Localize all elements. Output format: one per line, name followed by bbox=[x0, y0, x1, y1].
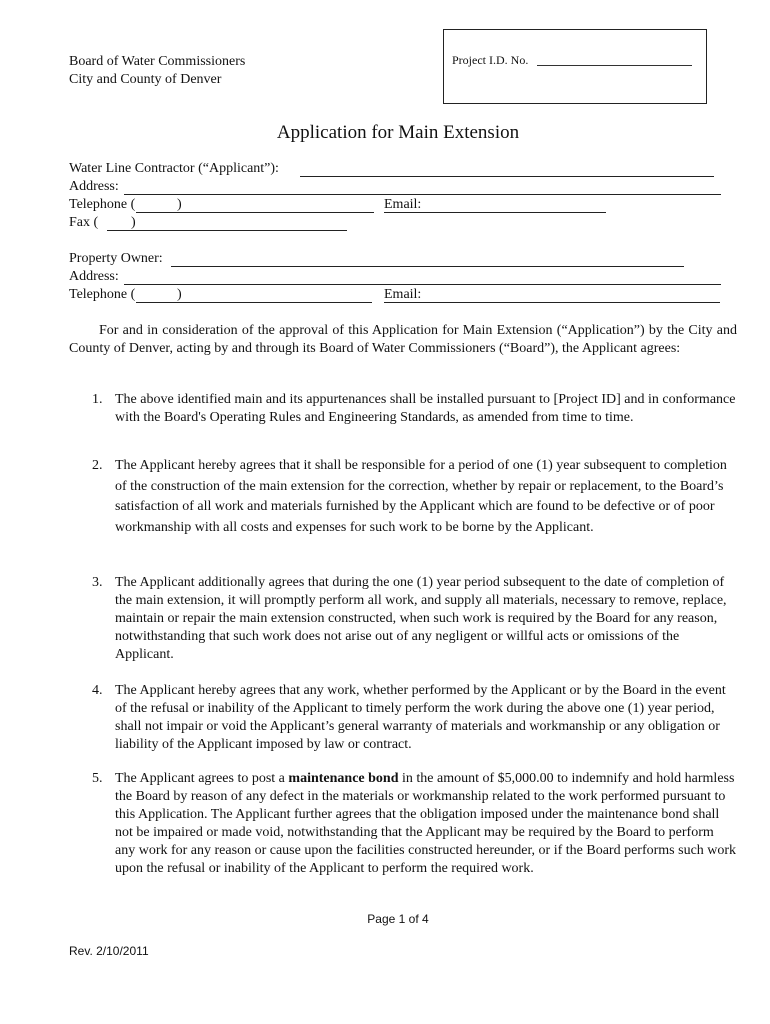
contractor-email-label: Email: bbox=[384, 197, 422, 212]
item-text-start: The Applicant agrees to post a bbox=[115, 771, 289, 786]
revision-date: Rev. 2/10/2011 bbox=[69, 944, 149, 958]
owner-telephone-label: Telephone ( bbox=[69, 287, 136, 302]
item-text bbox=[115, 770, 737, 878]
intro-paragraph: For and in consideration of the approval of this Application for Main Extension (“Application”) by the City and County of Denver, acting by and through its Board of Water Commissioners (“Board”), the Applicant agrees: bbox=[69, 323, 737, 356]
project-id-field[interactable] bbox=[537, 65, 692, 66]
owner-name-field[interactable] bbox=[171, 266, 684, 267]
contractor-telephone-label: Telephone ( bbox=[69, 197, 136, 212]
item-number: 3. bbox=[92, 575, 103, 590]
owner-telephone-paren: ) bbox=[177, 287, 182, 302]
organization-location: City and County of Denver bbox=[69, 72, 222, 87]
document-title: Application for Main Extension bbox=[276, 122, 520, 143]
contractor-email-field[interactable] bbox=[384, 212, 606, 213]
owner-email-field[interactable] bbox=[384, 302, 720, 303]
owner-email-label: Email: bbox=[384, 287, 422, 302]
contractor-fax-label: Fax ( bbox=[69, 215, 99, 230]
owner-label: Property Owner: bbox=[69, 251, 163, 266]
project-id-label: Project I.D. No. bbox=[452, 53, 529, 67]
page-number: Page 1 of 4 bbox=[367, 912, 429, 926]
item-number: 1. bbox=[92, 392, 103, 407]
contractor-address-label: Address: bbox=[69, 179, 119, 194]
item-text: The above identified main and its appurtenances shall be installed pursuant to [Project ID] and in conformance with the Board's Operating Rules and Engineering Standards, as amended from time to time. bbox=[115, 392, 736, 425]
contractor-fax-field[interactable] bbox=[107, 230, 347, 231]
contractor-label: Water Line Contractor (“Applicant”): bbox=[69, 161, 279, 176]
maintenance-bond-term: maintenance bond bbox=[288, 771, 399, 786]
owner-address-label: Address: bbox=[69, 269, 119, 284]
contractor-telephone-paren: ) bbox=[177, 197, 182, 212]
item-text: The Applicant hereby agrees that it shall be responsible for a period of one (1) year subsequent to completion of the construction of the main extension for the correction, whether by repair or replacement, to the Board’s satisfaction of all work and materials furnished by the Applicant which are found to be defective or of poor workmanship with all costs and expenses for such work to be borne by the Applicant. bbox=[115, 458, 727, 535]
contractor-address-field[interactable] bbox=[124, 194, 721, 195]
contractor-fax-paren: ) bbox=[131, 215, 136, 230]
owner-telephone-field[interactable] bbox=[136, 302, 372, 303]
item-text: The Applicant additionally agrees that during the one (1) year period subsequent to the date of completion of the main extension, it will promptly perform all work, and supply all materials, necessary to remove, replace, maintain or repair the main extension constructed, when such work is required by the Board for any reason, notwithstanding that such work does not arise out of any negligent or willful acts or omissions of the Applicant. bbox=[115, 575, 727, 662]
item-text: The Applicant hereby agrees that any work, whether performed by the Applicant or by the Board in the event of the refusal or inability of the Applicant to timely perform the work during the above one (1) year period, shall not impair or void the Applicant’s general warranty of materials and workmanship or any obligation or liability of the Applicant imposed by law or contract. bbox=[115, 683, 726, 752]
item-number: 4. bbox=[92, 683, 103, 698]
contractor-name-field[interactable] bbox=[300, 176, 714, 177]
item-number: 5. bbox=[92, 771, 103, 786]
item-number: 2. bbox=[92, 458, 103, 473]
project-id-box bbox=[443, 29, 707, 104]
owner-address-field[interactable] bbox=[124, 284, 721, 285]
contractor-telephone-field[interactable] bbox=[136, 212, 374, 213]
item-text-rest: in the amount of $5,000.00 to indemnify and hold harmless the Board by reason of any defect in the materials or workmanship related to the work performed pursuant to this Application. The Applicant further agrees that the obligation imposed under the maintenance bond shall not be impaired or made void, notwithstanding that the Applicant may be required by the Board to perform any work for any reason or cause upon the facilities constructed hereunder, or if the Board performs such work upon the refusal or inability of the Applicant to perform the required work. bbox=[115, 771, 737, 876]
organization-name: Board of Water Commissioners bbox=[69, 54, 246, 69]
